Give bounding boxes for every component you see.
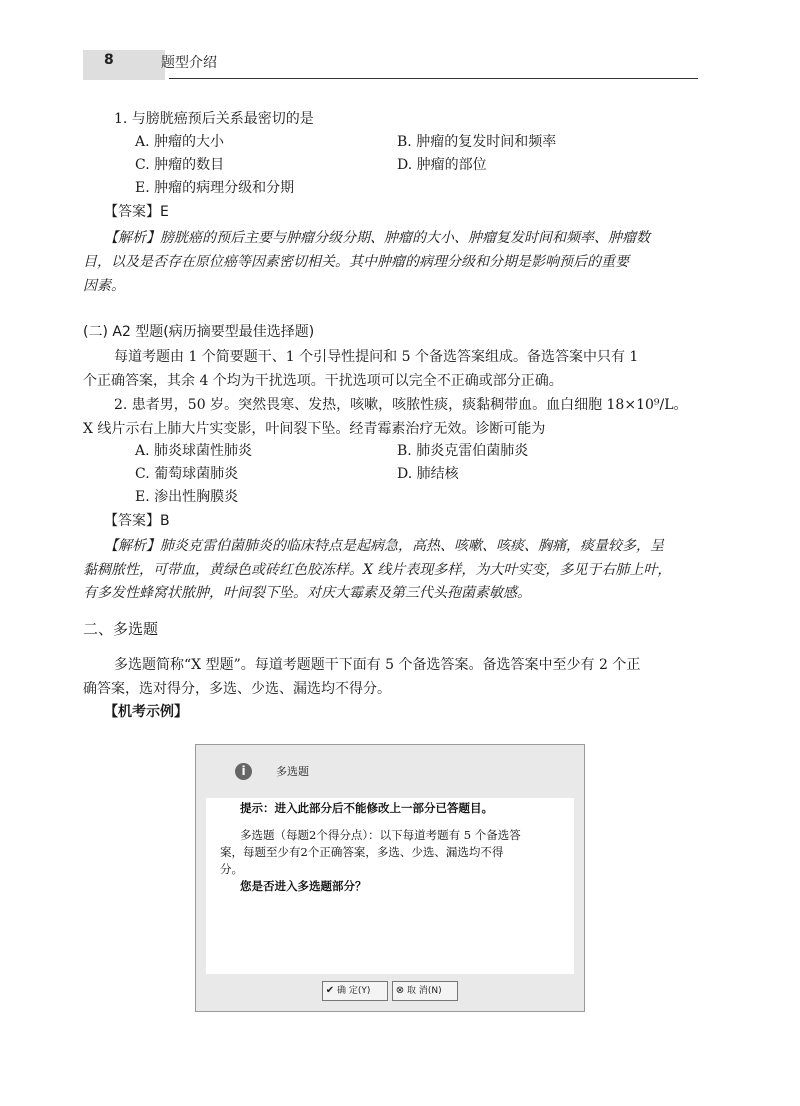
dialog-body-line-2: 案，每题至少有2个正确答案，多选、少选、漏选均不得 [220, 845, 504, 859]
check-icon: ✔ [325, 985, 335, 996]
a2-intro-line-2: 个正确答案，其余 4 个均为干扰选项。干扰选项可以完全不正确或部分正确。 [83, 373, 563, 389]
q2-stem-line-2: X 线片示右上肺大片实变影，叶间裂下坠。经青霉素治疗无效。诊断可能为 [83, 421, 546, 437]
q2-option-b: B. 肺炎克雷伯菌肺炎 [397, 443, 529, 459]
q1-answer: 【答案】E [104, 204, 169, 220]
confirm-button[interactable] [322, 981, 388, 1001]
a2-heading: (二) A2 型题(病历摘要型最佳选择题) [83, 324, 315, 340]
q1-option-c: C. 肿瘤的数目 [135, 157, 225, 173]
confirm-label: 确 定(Y) [337, 986, 371, 996]
dialog-body-line-3: 分。 [220, 862, 243, 876]
q2-answer: 【答案】B [104, 513, 170, 529]
dialog-hint: 提示：进入此部分后不能修改上一部分已答题目。 [240, 801, 493, 815]
page-number-box [83, 50, 165, 80]
q1-option-e: E. 肿瘤的病理分级和分期 [135, 180, 295, 196]
dialog-message-panel [206, 798, 574, 974]
q2-option-d: D. 肺结核 [397, 466, 459, 482]
q1-option-d: D. 肿瘤的部位 [397, 157, 487, 173]
dialog-body-line-1: 多选题（每题2个得分点）：以下每道考题有 5 个备选答 [240, 828, 521, 842]
q2-analysis-line-2: 黏稠脓性，可带血，黄绿色或砖红色胶冻样。X 线片表现多样，为大叶实变，多见于右肺上叶， [83, 562, 672, 578]
q1-analysis-line-3: 因素。 [83, 278, 125, 294]
cancel-label: 取 消(N) [407, 986, 442, 996]
cancel-icon: ⊗ [395, 985, 405, 996]
q1-option-a: A. 肿瘤的大小 [135, 134, 225, 150]
q2-analysis-line-3: 有多发性蜂窝状脓肿，叶间裂下坠。对庆大霉素及第三代头孢菌素敏感。 [83, 585, 531, 601]
page-header [83, 50, 698, 80]
exam-dialog [195, 744, 585, 1012]
example-label: 【机考示例】 [104, 704, 188, 720]
q1-option-b: B. 肿瘤的复发时间和频率 [397, 134, 557, 150]
q2-option-c: C. 葡萄球菌肺炎 [135, 466, 239, 482]
q2-option-e: E. 渗出性胸膜炎 [135, 489, 239, 505]
q1-stem: 1. 与膀胱癌预后关系最密切的是 [114, 111, 314, 127]
header-rule [169, 78, 698, 79]
multi-intro-line-2: 确答案，选对得分，多选、少选、漏选均不得分。 [83, 681, 391, 697]
q2-stem-line-1: 2. 患者男，50 岁。突然畏寒、发热，咳嗽，咳脓性痰，痰黏稠带血。血白细胞 18×10⁹/L。 [114, 397, 688, 413]
info-icon: i [235, 763, 252, 780]
multi-intro-line-1: 多选题简称“X 型题”。每道考题题干下面有 5 个备选答案。备选答案中至少有 2 个正 [114, 657, 641, 673]
dialog-question: 您是否进入多选题部分？ [240, 879, 367, 893]
page-number: 8 [104, 52, 114, 68]
q2-option-a: A. 肺炎球菌性肺炎 [135, 443, 253, 459]
multi-heading: 二、多选题 [83, 620, 159, 638]
q1-analysis-line-2: 目，以及是否存在原位癌等因素密切相关。其中肿瘤的病理分级和分期是影响预后的重要 [83, 254, 629, 270]
dialog-title: 多选题 [276, 765, 309, 778]
a2-intro-line-1: 每道考题由 1 个简要题干、1 个引导性提问和 5 个备选答案组成。备选答案中只有 1 [114, 349, 639, 365]
q1-analysis-line-1: 【解析】膀胱癌的预后主要与肿瘤分级分期、肿瘤的大小、肿瘤复发时间和频率、肿瘤数 [104, 230, 650, 246]
q2-analysis-line-1: 【解析】肺炎克雷伯菌肺炎的临床特点是起病急，高热、咳嗽、咳痰、胸痛，痰量较多，呈 [104, 538, 664, 554]
header-title: 题型介绍 [161, 55, 217, 71]
cancel-button[interactable] [392, 981, 458, 1001]
